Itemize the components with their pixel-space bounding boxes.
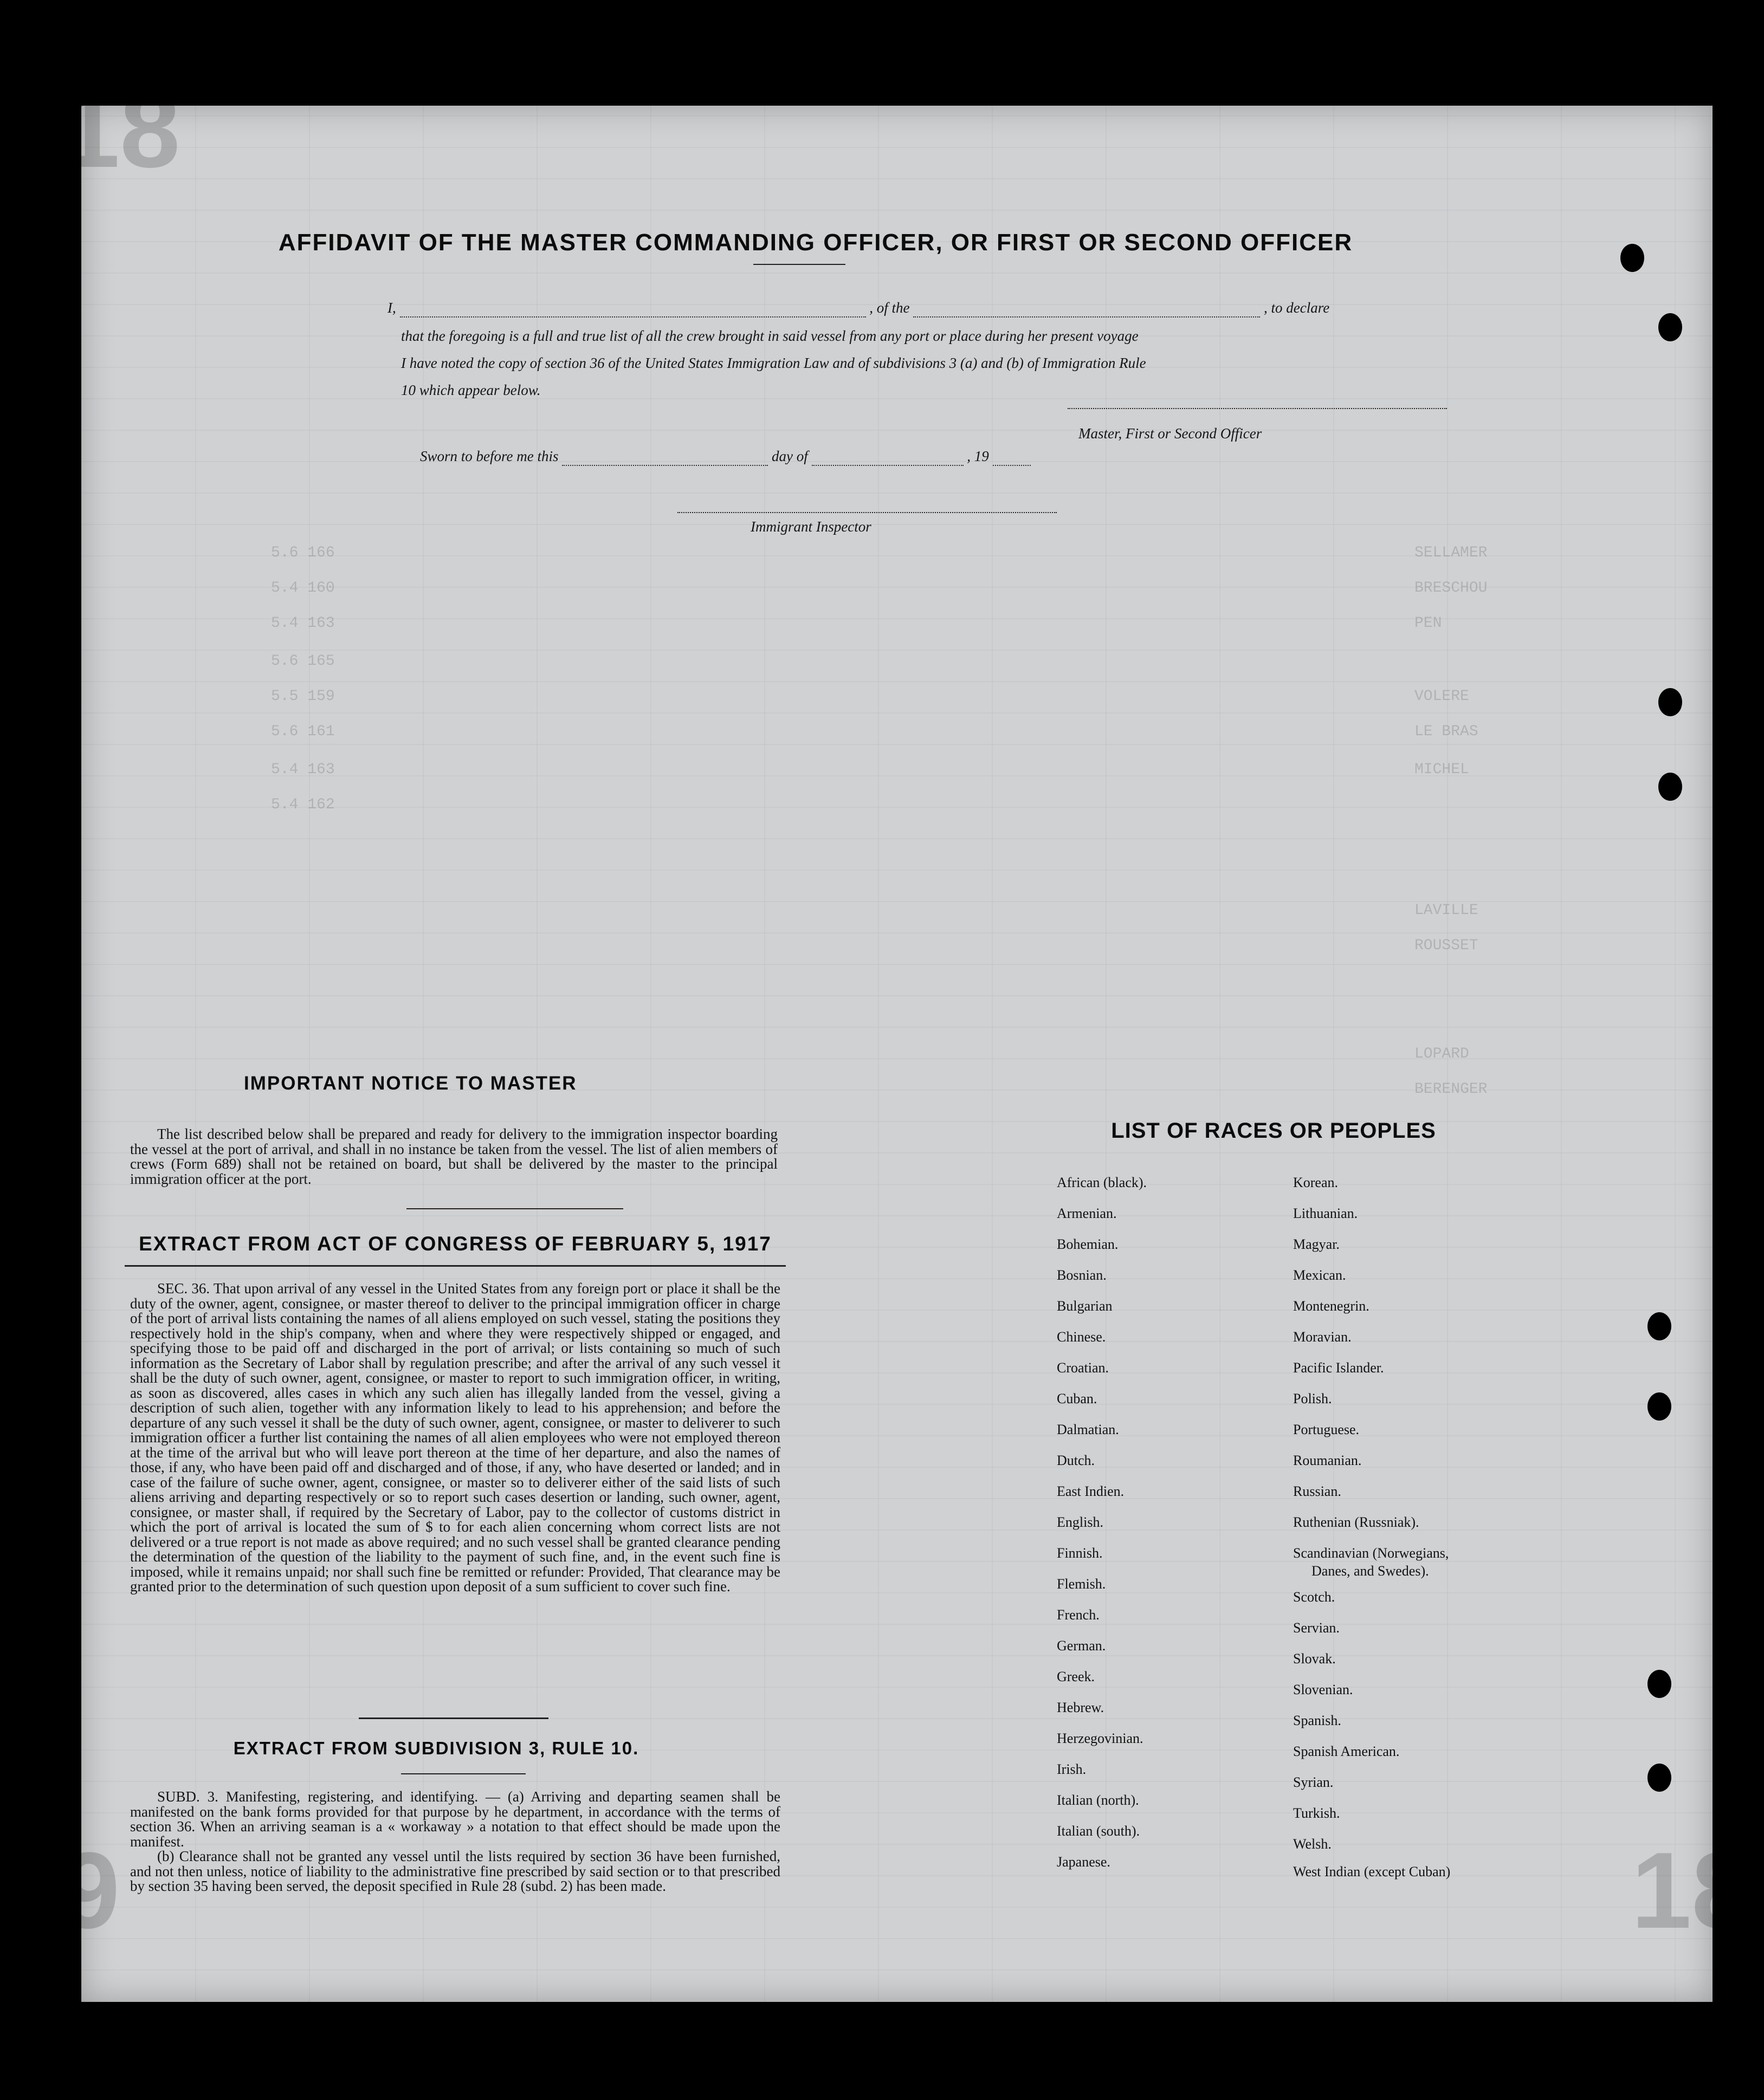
bleed-through-number: 5.4 163 xyxy=(271,761,335,778)
race-item: Mexican. xyxy=(1293,1267,1346,1283)
divider xyxy=(125,1265,786,1267)
bleed-through-name: BERENGER xyxy=(1414,1081,1488,1098)
affidavit-text: I, xyxy=(387,300,396,316)
affidavit-line-2: that the foregoing is a full and true list of all the crew brought in said vessel from any port or place during her present voyage xyxy=(401,328,1139,344)
divider xyxy=(401,1773,526,1774)
race-item: Dalmatian. xyxy=(1057,1422,1119,1437)
race-item: Servian. xyxy=(1293,1620,1340,1636)
bleed-through-name: ROUSSET xyxy=(1414,937,1478,954)
bleed-through-name: BRESCHOU xyxy=(1414,580,1488,597)
race-item: Flemish. xyxy=(1057,1576,1106,1592)
bleed-through-mark: 18 xyxy=(1631,1830,1752,1951)
race-item: Chinese. xyxy=(1057,1329,1106,1345)
sworn-text: , 19 xyxy=(967,448,989,464)
race-item: African (black). xyxy=(1057,1175,1147,1190)
punch-hole xyxy=(1647,1312,1671,1340)
rule-extract-title: EXTRACT FROM SUBDIVISION 3, RULE 10. xyxy=(233,1738,639,1758)
notice-title: IMPORTANT NOTICE TO MASTER xyxy=(244,1073,577,1094)
race-item: Montenegrin. xyxy=(1293,1298,1369,1314)
race-item: Scotch. xyxy=(1293,1589,1335,1605)
affidavit-text: , of the xyxy=(869,300,910,316)
bleed-through-number: 5.6 165 xyxy=(271,653,335,670)
inspector-signature-line xyxy=(677,512,1057,513)
race-item: Polish. xyxy=(1293,1391,1332,1407)
race-item: Scandinavian (Norwegians, xyxy=(1293,1545,1449,1561)
punch-hole xyxy=(1647,1764,1671,1792)
race-item: Cuban. xyxy=(1057,1391,1097,1407)
race-item: Spanish. xyxy=(1293,1713,1341,1728)
race-item: Russian. xyxy=(1293,1483,1341,1499)
rule-extract-body-b: (b) Clearance shall not be granted any vessel until the lists required by section 36 have been furnished, and not then unless, notice of liability to the administrative fine prescribed by said section or to that prescribed by section 35 having been served, the deposit specified in Rule 28 (subd. 2) has been made. xyxy=(130,1848,780,1894)
bleed-through-name: LOPARD xyxy=(1414,1046,1469,1062)
sworn-year-blank xyxy=(993,448,1031,466)
notice-body: The list described below shall be prepared and ready for delivery to the immigration inspector boarding the vessel at the port of arrival, and shall in no instance be taken from the vessel. The list of alien members of crews (Form 689) shall not be retained on board, but shall be delivered by the master to the principal immigration officer at the port. xyxy=(130,1126,778,1187)
signature-line xyxy=(1068,408,1447,409)
bleed-through-name: MICHEL xyxy=(1414,761,1469,778)
rule-extract-body-a: SUBD. 3. Manifesting, registering, and identifying. — (a) Arriving and departing seamen shall be manifested on the bank forms provided for that purpose by he department, in accordance with the terms of section 36. When an arriving seaman is a « workaway » a notation to that effect should be made upon the manifest. xyxy=(130,1788,780,1850)
bleed-through-number: 5.4 163 xyxy=(271,615,335,632)
race-item: Bohemian. xyxy=(1057,1236,1119,1252)
sworn-line xyxy=(420,448,1031,466)
race-item: Herzegovinian. xyxy=(1057,1730,1143,1746)
race-item: West Indian (except Cuban) xyxy=(1293,1864,1451,1879)
race-item: Hebrew. xyxy=(1057,1700,1104,1715)
punch-hole xyxy=(1658,688,1682,716)
race-item: Slovak. xyxy=(1293,1651,1336,1667)
race-item: French. xyxy=(1057,1607,1100,1623)
sworn-text: day of xyxy=(772,448,808,464)
punch-hole xyxy=(1647,1670,1671,1698)
race-item: German. xyxy=(1057,1638,1106,1654)
sworn-month-blank xyxy=(812,448,964,466)
affidavit-line-4: 10 which appear below. xyxy=(401,382,541,398)
punch-hole xyxy=(1647,1392,1671,1421)
race-item: Welsh. xyxy=(1293,1836,1332,1852)
bleed-through-number: 5.5 159 xyxy=(271,688,335,705)
sworn-day-blank xyxy=(562,448,768,466)
name-blank xyxy=(400,300,866,317)
bleed-through-number: 5.6 161 xyxy=(271,723,335,740)
race-item: Ruthenian (Russniak). xyxy=(1293,1514,1419,1530)
punch-hole xyxy=(1620,244,1644,272)
act-extract-body: SEC. 36. That upon arrival of any vessel in the United States from any foreign port or place it shall be the duty of the owner, agent, consignee, or master thereof to deliver to the principal immigration officer in charge of the port of arrival lists containing the names of all aliens employed on such vessel, stating the positions they respectively hold in the ship's company, when and where they were respectively shipped or engaged, and specifying those to be paid off and discharged in the port of arrival; or lists containing so much of such information as the Secretary of Labor shall by regulation prescribe; and after the arrival of any such vessel it shall be the duty of such owner, agent, consignee, or master to report to such immigration officer, in writing, as soon as discovered, alles cases in which any such alien has illegally landed from the vessel, giving a description of such alien, together with any information likely to lead to his apprehension; and before the departure of any such vessel it shall be the duty of such owner, agent, consignee, or master to deliverer to such immigration officer a further list containing the names of all alien employees who were not employed thereon at the time of the arrival but who will leave port thereon at the time of her departure, and also the names of those, if any, who have been paid off and discharged and of those, if any, who have deserted or landed; and in case of the failure of suche owner, agent, consignee, or master so to deliverer either of the said lists of such aliens arriving and departing respectively or so to report such cases desertion or landing, such owner, agent, consignee, or master shall, if required by the Secretary of Labor, pay to the collector of customs district in which the port of arrival is located the sum of $ to for each alien concerning whom correct lists are not delivered or a true report is not made as above required; and no such vessel shall be granted clearance pending the determination of the question of the liability to the payment of such fine, and, in the event such fine is imposed, while it remains unpaid; nor shall such fine be remitted or refunder: Provided, That clearance may be granted prior to the determination of such question upon deposit of a sum sufficient to cover such fine. xyxy=(130,1280,780,1595)
race-item: Croatian. xyxy=(1057,1360,1109,1376)
punch-hole xyxy=(1658,773,1682,801)
race-item: Dutch. xyxy=(1057,1453,1095,1468)
race-item: Slovenian. xyxy=(1293,1682,1353,1697)
race-item: Syrian. xyxy=(1293,1774,1334,1790)
race-item: Italian (south). xyxy=(1057,1823,1140,1839)
affidavit-title: AFFIDAVIT OF THE MASTER COMMANDING OFFICER, OR FIRST OR SECOND OFFICER xyxy=(278,229,1353,256)
bleed-through-number: 5.4 160 xyxy=(271,580,335,597)
race-item: Lithuanian. xyxy=(1293,1205,1358,1221)
manifest-page xyxy=(60,69,1752,2002)
bleed-through-name: VOLERE xyxy=(1414,688,1469,705)
sworn-text: Sworn to before me this xyxy=(420,448,559,464)
bleed-through-number: 5.6 166 xyxy=(271,545,335,561)
bleed-through-name: PEN xyxy=(1414,615,1442,632)
race-item: Italian (north). xyxy=(1057,1792,1139,1808)
race-item: Bulgarian xyxy=(1057,1298,1113,1314)
race-item: Spanish American. xyxy=(1293,1743,1400,1759)
bleed-through-mark: 18 xyxy=(60,69,180,190)
race-item: English. xyxy=(1057,1514,1103,1530)
race-item: Irish. xyxy=(1057,1761,1087,1777)
race-item: Pacific Islander. xyxy=(1293,1360,1384,1376)
race-item: Moravian. xyxy=(1293,1329,1352,1345)
affidavit-text: , to declare xyxy=(1264,300,1330,316)
vessel-blank xyxy=(913,300,1260,317)
race-item: Danes, and Swedes). xyxy=(1311,1563,1429,1579)
race-item: Turkish. xyxy=(1293,1805,1340,1821)
race-item: Bosnian. xyxy=(1057,1267,1107,1283)
race-item: Finnish. xyxy=(1057,1545,1103,1561)
race-item: East Indien. xyxy=(1057,1483,1125,1499)
affidavit-line-3: I have noted the copy of section 36 of the United States Immigration Law and of subdivisions 3 (a) and (b) of Immigration Rule xyxy=(401,355,1146,371)
race-item: Korean. xyxy=(1293,1175,1339,1190)
signature-caption: Master, First or Second Officer xyxy=(1078,425,1262,442)
race-item: Portuguese. xyxy=(1293,1422,1360,1437)
race-item: Greek. xyxy=(1057,1669,1095,1684)
act-extract-title: EXTRACT FROM ACT OF CONGRESS OF FEBRUARY 5, 1917 xyxy=(139,1233,772,1255)
divider xyxy=(406,1208,623,1209)
punch-hole xyxy=(1658,313,1682,341)
bleed-through-name: SELLAMER xyxy=(1414,545,1488,561)
race-item: Roumanian. xyxy=(1293,1453,1362,1468)
affidavit-line-1 xyxy=(387,300,1329,317)
race-item: Armenian. xyxy=(1057,1205,1117,1221)
races-title: LIST OF RACES OR PEOPLES xyxy=(1111,1119,1436,1143)
bleed-through-name: LAVILLE xyxy=(1414,902,1478,919)
race-item: Japanese. xyxy=(1057,1854,1110,1870)
bleed-through-number: 5.4 162 xyxy=(271,796,335,813)
inspector-caption: Immigrant Inspector xyxy=(751,518,871,535)
race-item: Magyar. xyxy=(1293,1236,1340,1252)
divider xyxy=(359,1717,548,1719)
divider xyxy=(753,264,845,265)
bleed-through-mark: 9 xyxy=(60,1830,120,1951)
bleed-through-name: LE BRAS xyxy=(1414,723,1478,740)
